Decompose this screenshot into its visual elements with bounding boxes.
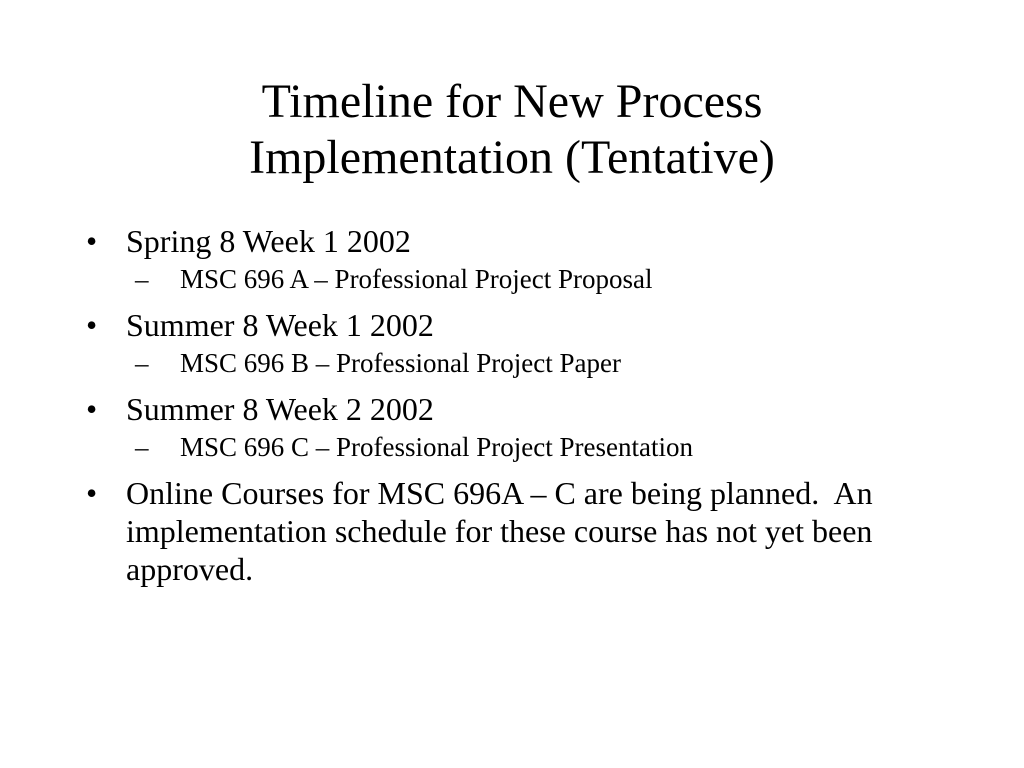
- sub-bullet-list: [126, 262, 946, 296]
- sub-bullet-list: [126, 430, 946, 464]
- sub-bullet-item: [135, 262, 946, 296]
- sub-bullet-text: MSC 696 C – Professional Project Presentation: [180, 432, 693, 462]
- bullet-list: [86, 222, 946, 596]
- bullet-item: [86, 306, 946, 380]
- bullet-item: [86, 390, 946, 464]
- bullet-marker: •: [86, 223, 98, 259]
- sub-bullet-marker: –: [135, 432, 149, 462]
- sub-bullet-text: MSC 696 B – Professional Project Paper: [180, 348, 621, 378]
- bullet-text: Online Courses for MSC 696A – C are being planned. An implementation schedule for these course has not yet been approved.: [126, 475, 881, 587]
- bullet-text: Summer 8 Week 1 2002: [126, 307, 434, 343]
- sub-bullet-marker: –: [135, 264, 149, 294]
- bullet-item: [86, 474, 946, 588]
- sub-bullet-list: [126, 346, 946, 380]
- sub-bullet-marker: –: [135, 348, 149, 378]
- bullet-marker: •: [86, 307, 98, 343]
- slide-title: [0, 74, 1024, 186]
- bullet-text: Spring 8 Week 1 2002: [126, 223, 411, 259]
- bullet-item: [86, 222, 946, 296]
- bullet-marker: •: [86, 475, 98, 511]
- sub-bullet-text: MSC 696 A – Professional Project Proposal: [180, 264, 653, 294]
- bullet-marker: •: [86, 391, 98, 427]
- bullet-text: Summer 8 Week 2 2002: [126, 391, 434, 427]
- slide-title-line-1: Timeline for New Process: [261, 75, 763, 128]
- sub-bullet-item: [135, 346, 946, 380]
- slide-title-line-2: Implementation (Tentative): [249, 131, 775, 184]
- sub-bullet-item: [135, 430, 946, 464]
